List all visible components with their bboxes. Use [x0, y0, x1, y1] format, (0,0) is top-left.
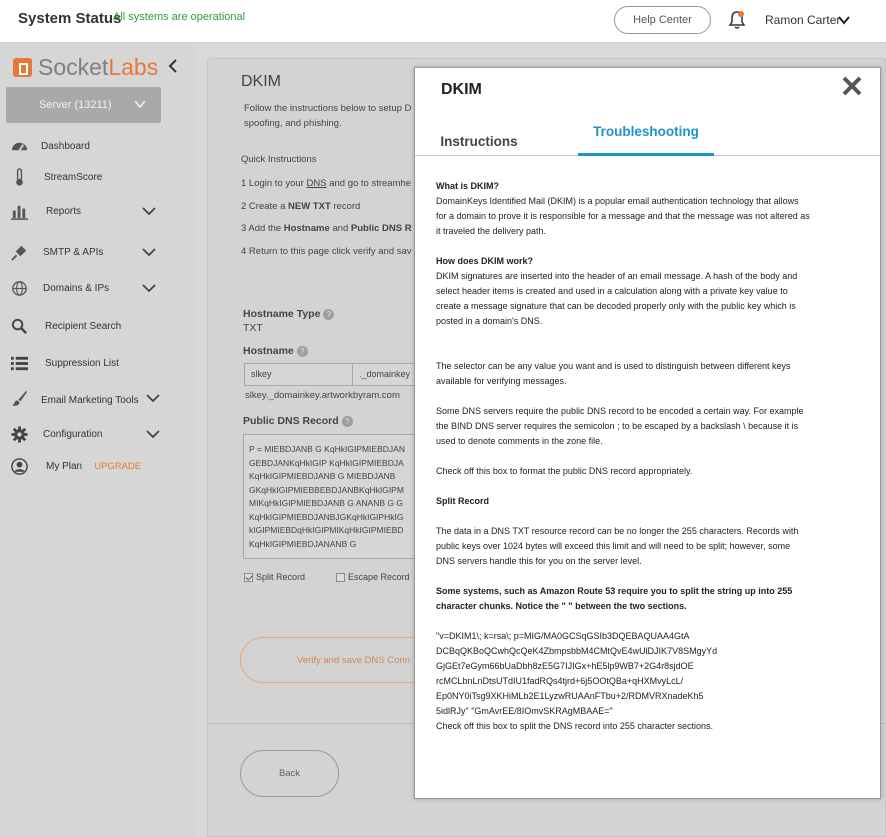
how-line: posted in a domain's DNS. [436, 316, 543, 326]
route53-line: Some systems, such as Amazon Route 53 require you to split the string up into 255 [436, 586, 793, 596]
intro-line-2: spoofing, and phishing. [244, 118, 342, 129]
logo-mark-icon [13, 58, 32, 77]
split-record-checkbox[interactable]: Split Record [244, 572, 305, 582]
hostname-selector-input[interactable]: slkey [244, 363, 353, 386]
step-4: 4 Return to this page click verify and sav [241, 246, 412, 257]
dns-line: GEBDJANKqHkIGIP KqHkIGIPMIEBDJA [249, 457, 404, 468]
sidebar-item-recipient-search[interactable] [0, 314, 196, 338]
tab-troubleshooting[interactable]: Troubleshooting [578, 120, 714, 156]
modal-title: DKIM [441, 81, 482, 98]
split-line: The data in a DNS TXT resource record can be no longer the 255 characters. Records with [436, 526, 799, 536]
dns-line: P = MIEBDJANB G KqHkIGIPMIEBDJAN [249, 444, 405, 454]
intro-line-1: Follow the instructions below to setup D [244, 103, 412, 114]
dns-line: KqHkIGIPMIEBDJANANB G [249, 538, 357, 549]
record-line: 5idlRJy" "GmAvrEE/8IOmvSKRAgMBAAE=" [436, 706, 613, 716]
dns-line: KqHkIGIPMIEBDJANBJGKqHkIGIPHkIG [249, 511, 404, 522]
public-dns-record-textarea[interactable] [243, 434, 443, 559]
sidebar-item-my-plan[interactable] [0, 454, 196, 478]
hostname-type-value: TXT [243, 322, 263, 334]
quick-instructions-heading: Quick Instructions [241, 154, 317, 165]
what-line: DomainKeys Identified Mail (DKIM) is a popular email authentication technology that allows [436, 196, 799, 206]
sidebar-item-label: Configuration [43, 428, 103, 440]
route53-line: character chunks. Notice the " " between the two sections. [436, 601, 687, 611]
dns-line: MIKqHkIGIPMIEBDJANB G ANANB G G [249, 498, 403, 508]
top-bar [0, 0, 886, 43]
escape-line: used to denote comments in the zone file. [436, 436, 603, 446]
sidebar-item-label: StreamScore [44, 171, 103, 183]
checkbox-unchecked[interactable] [336, 573, 345, 582]
hostname-full: slkey._domainkey.artworkbyram.com [245, 390, 400, 401]
sidebar-item-label: Dashboard [41, 140, 90, 152]
chevron-down-icon[interactable] [838, 14, 850, 26]
what-line: it traveled the delivery path. [436, 226, 547, 236]
what-heading: What is DKIM? [436, 181, 499, 191]
sidebar [0, 44, 196, 837]
split-line: public keys over 1024 bytes will exceed this limit and will need to be split; however, some [436, 541, 791, 551]
socketlabs-logo[interactable] [13, 54, 158, 80]
escape-line: the BIND DNS server requires the semicolon ; to be escaped by a backslash \ because it is [436, 421, 799, 431]
split-heading: Split Record [436, 496, 490, 506]
modal-tabs [415, 120, 880, 156]
what-line: for a domain to prove it is responsible for a message and that the message was not altered as [436, 211, 810, 221]
split-line: DNS servers handle this for you on the server level. [436, 556, 642, 566]
escape-record-checkbox[interactable]: Escape Record [336, 572, 410, 582]
sidebar-item-domains-ips[interactable] [0, 276, 196, 300]
split-check-line: Check off this box to split the DNS record into 255 character sections. [436, 721, 713, 731]
sidebar-item-label: Reports [46, 205, 82, 217]
hostname-label: Hostname ? [243, 345, 308, 357]
dashboard-icon [10, 137, 29, 156]
chevron-left-icon[interactable] [166, 58, 180, 74]
search-icon [10, 317, 29, 336]
brush-icon [10, 389, 29, 408]
hostname-type-label: Hostname Type ? [243, 308, 334, 320]
sidebar-item-configuration[interactable] [0, 422, 196, 446]
hostname-suffix: ._domainkey [352, 363, 422, 386]
chevron-down-icon [134, 99, 146, 109]
list-icon [10, 354, 29, 373]
sidebar-item-dashboard[interactable] [0, 134, 196, 158]
public-dns-label: Public DNS Record ? [243, 415, 353, 427]
logo-text-labs: Labs [108, 53, 159, 80]
user-name[interactable]: Ramon Carter [765, 13, 841, 27]
system-status-title: System Status [18, 10, 122, 27]
sidebar-item-streamscore[interactable] [0, 165, 196, 189]
bar-chart-icon [10, 202, 29, 221]
tab-instructions[interactable]: Instructions [440, 133, 518, 149]
help-icon[interactable]: ? [342, 416, 353, 427]
record-line: Ep0NY0iTsg9XKHiMLb2E1LyzwRUAAnFTbu+2/RDMVRXnadeKh5 [436, 691, 704, 701]
step-1: 1 Login to your DNS and go to streamhe [241, 178, 412, 189]
chevron-down-icon [142, 247, 156, 257]
server-selector[interactable] [6, 87, 161, 123]
upgrade-link[interactable]: UPGRADE [94, 460, 142, 472]
step-3: 3 Add the Hostname and Public DNS R [241, 223, 412, 234]
sidebar-item-label: Domains & IPs [43, 282, 110, 294]
chevron-down-icon [142, 206, 156, 216]
how-line: DKIM signatures are inserted into the header of an email message. A hash of the body and [436, 271, 798, 281]
chevron-down-icon [142, 283, 156, 293]
logo-text-socket: Socket [38, 53, 109, 80]
format-line: Check off this box to format the public DNS record appropriately. [436, 466, 693, 476]
gear-icon [10, 425, 29, 444]
server-label: Server (13211) [39, 99, 112, 111]
help-center-button[interactable]: Help Center [614, 6, 711, 34]
sidebar-item-reports[interactable] [0, 199, 196, 223]
verify-save-button[interactable]: Verify and save DNS Conn [240, 637, 440, 683]
sidebar-item-label: Recipient Search [45, 320, 122, 332]
record-line: rcMCLbnLnDtsUTdIU1fadRQs4tjrd+6j5OOtQBa+qHXMvyLcL/ [436, 676, 684, 686]
sidebar-item-label: Email Marketing Tools [41, 395, 139, 406]
sidebar-item-suppression-list[interactable] [0, 351, 196, 375]
sidebar-item-email-marketing-tools[interactable] [0, 386, 196, 410]
sidebar-item-smtp-apis[interactable] [0, 240, 196, 264]
close-icon[interactable] [841, 75, 863, 97]
record-line: DCBqQKBoQCwhQcQeK4ZbmpsbbM4CMtQvE4wUlDJIK7V8SMgyYd [436, 646, 718, 656]
dns-line: GKqHkIGIPMIEBBEBDJANBKqHkIGIPM [249, 484, 404, 495]
record-line: GjGEt7eGym66bUaDbh8zE5G7IJIGx+hE5lp9WB7+2G4r8sjdOE [436, 661, 694, 671]
selector-line: available for verifying messages. [436, 376, 567, 386]
record-line: "v=DKIM1\; k=rsa\; p=MIG/MA0GCSqGSIb3DQEBAQUAA4GtA [436, 631, 690, 641]
user-icon [10, 457, 29, 476]
chevron-down-icon [146, 393, 160, 403]
how-line: create a message signature that can be decoded properly only with the public key which is [436, 301, 796, 311]
dns-line: kIGIPMIEBDqHkIGIPMIKqHkIGIPMIEBD [249, 525, 404, 535]
checkbox-checked[interactable] [244, 573, 253, 582]
plug-icon [10, 243, 29, 262]
page-title: DKIM [241, 73, 281, 90]
system-status-text: All systems are operational [113, 11, 246, 23]
help-icon[interactable]: ? [297, 346, 308, 357]
dns-line: KqHkIGIPMIEBDJANB G MIEBDJANB [249, 471, 396, 481]
sidebar-item-label: SMTP & APIs [43, 246, 104, 258]
how-line: select header items is created and used in a calculation along with a private key value to [436, 286, 788, 296]
help-icon[interactable]: ? [323, 309, 334, 320]
back-button[interactable]: Back [240, 750, 339, 797]
thermometer-icon [10, 168, 29, 187]
step-2: 2 Create a NEW TXT record [241, 201, 361, 212]
globe-icon [10, 279, 29, 298]
how-heading: How does DKIM work? [436, 256, 534, 266]
bell-icon[interactable] [728, 10, 746, 30]
sidebar-item-label: My Plan [46, 460, 83, 472]
dkim-help-modal [414, 67, 881, 799]
chevron-down-icon [146, 429, 160, 439]
escape-line: Some DNS servers require the public DNS record to be encoded a certain way. For example [436, 406, 804, 416]
sidebar-item-label: Suppression List [45, 357, 119, 369]
selector-line: The selector can be any value you want and is used to distinguish between different keys [436, 361, 791, 371]
